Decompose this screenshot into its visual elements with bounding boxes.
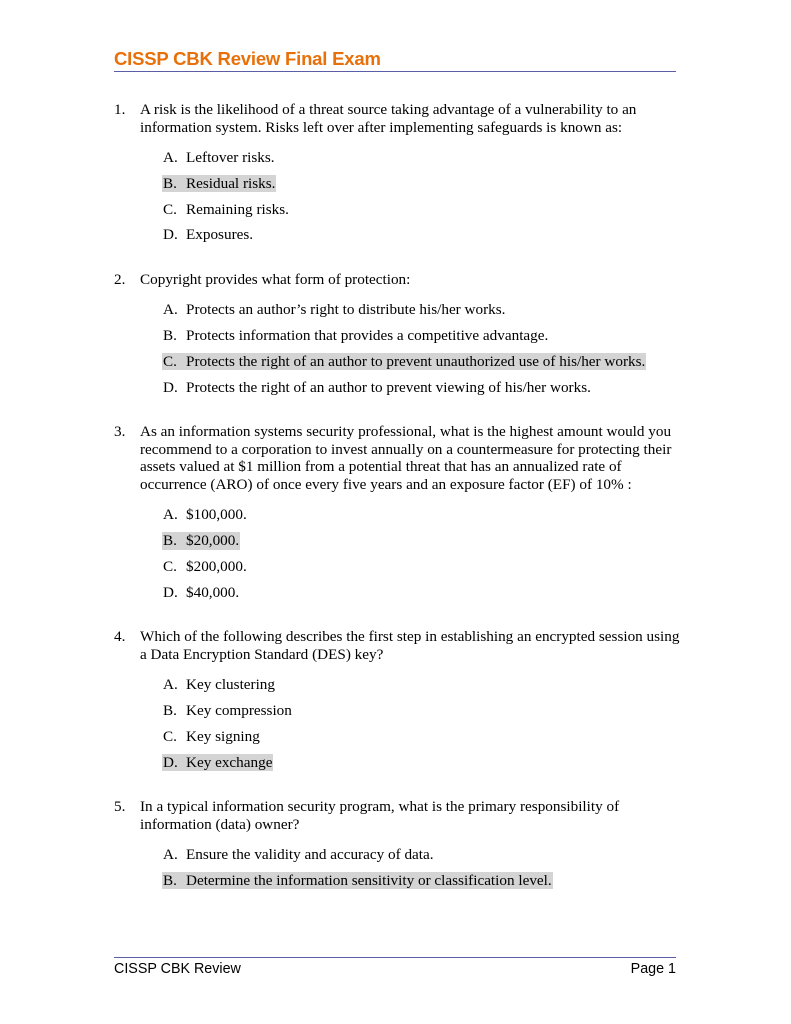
option-list <box>114 676 684 771</box>
option-text: $200,000. <box>186 557 247 575</box>
option-d <box>114 226 684 244</box>
option-list <box>114 149 684 244</box>
question-text: As an information systems security professional, what is the highest amount would you recommend to a corporation to invest annually on a countermeasure for protecting their assets valued at $1 million from a potential threat that has an annualized rate of occurrence (ARO) of once every five years and an exposure factor (EF) of 10% : <box>140 423 672 493</box>
option-letter: D. <box>163 753 178 771</box>
question-number: 1. <box>114 101 126 118</box>
option-letter: C. <box>163 352 177 370</box>
footer-title: CISSP CBK Review <box>114 961 241 977</box>
document-title: CISSP CBK Review Final Exam <box>114 48 381 69</box>
option-text: $100,000. <box>186 506 247 524</box>
option-a <box>114 149 684 167</box>
option-letter: A. <box>163 301 178 319</box>
option-c <box>114 558 684 576</box>
option-letter: B. <box>163 871 177 889</box>
question-3 <box>114 423 684 601</box>
option-a <box>114 506 684 524</box>
option-letter: D. <box>163 583 178 601</box>
question-number: 5. <box>114 798 126 816</box>
option-text: Key clustering <box>186 676 275 694</box>
question-text: Copyright provides what form of protection: <box>140 270 411 288</box>
option-c <box>114 201 684 219</box>
option-b <box>114 702 684 720</box>
option-text: $20,000. <box>186 532 240 550</box>
option-d <box>114 379 684 397</box>
option-text: Residual risks. <box>186 174 276 192</box>
option-letter: B. <box>163 701 177 719</box>
option-letter: B. <box>163 532 177 550</box>
question-1 <box>114 101 684 244</box>
option-a <box>114 846 684 864</box>
option-letter: D. <box>163 226 178 244</box>
option-letter: A. <box>163 676 178 694</box>
option-c <box>114 728 684 746</box>
option-d-correct <box>114 754 684 772</box>
option-b-correct <box>114 175 684 193</box>
option-text: Leftover risks. <box>186 149 275 166</box>
option-list <box>114 506 684 601</box>
question-number: 2. <box>114 270 126 288</box>
option-text: Determine the information sensitivity or classification level. <box>186 871 552 889</box>
option-letter: D. <box>163 378 178 396</box>
page-number: Page 1 <box>630 961 676 977</box>
option-letter: A. <box>163 846 178 864</box>
option-text: Exposures. <box>186 226 254 244</box>
option-c-correct <box>114 353 684 371</box>
question-text: Which of the following describes the first step in establishing an encrypted session using a Data Encryption Standard (DES) key? <box>140 628 680 663</box>
option-text: Remaining risks. <box>186 200 289 218</box>
option-text: Key compression <box>186 701 292 719</box>
option-a <box>114 301 684 319</box>
header-rule <box>114 71 676 72</box>
option-text: Key exchange <box>186 753 273 771</box>
option-text: $40,000. <box>186 583 240 601</box>
question-list <box>114 101 684 916</box>
option-list <box>114 301 684 396</box>
question-text: A risk is the likelihood of a threat source taking advantage of a vulnerability to an information system. Risks left over after implementing safeguards is known as: <box>140 101 637 136</box>
question-4 <box>114 628 684 771</box>
option-letter: C. <box>163 557 177 575</box>
option-text: Key signing <box>186 727 260 745</box>
option-b-correct <box>114 532 684 550</box>
option-letter: A. <box>163 149 178 166</box>
option-d <box>114 584 684 602</box>
option-letter: A. <box>163 506 178 524</box>
option-text: Protects the right of an author to prevent viewing of his/her works. <box>186 378 591 396</box>
option-letter: C. <box>163 200 177 218</box>
question-2 <box>114 271 684 396</box>
footer-rule <box>114 957 676 958</box>
option-text: Protects the right of an author to prevent unauthorized use of his/her works. <box>186 352 646 370</box>
option-letter: B. <box>163 327 177 345</box>
option-list <box>114 846 684 889</box>
option-text: Protects an author’s right to distribute his/her works. <box>186 301 506 319</box>
question-5 <box>114 798 684 889</box>
option-letter: C. <box>163 727 177 745</box>
option-text: Protects information that provides a competitive advantage. <box>186 327 549 345</box>
option-b-correct <box>114 872 684 890</box>
option-b <box>114 327 684 345</box>
option-a <box>114 676 684 694</box>
question-number: 4. <box>114 628 126 646</box>
question-number: 3. <box>114 423 126 441</box>
option-letter: B. <box>163 174 177 192</box>
option-text: Ensure the validity and accuracy of data. <box>186 846 434 864</box>
question-text: In a typical information security program, what is the primary responsibility of information (data) owner? <box>140 798 620 833</box>
